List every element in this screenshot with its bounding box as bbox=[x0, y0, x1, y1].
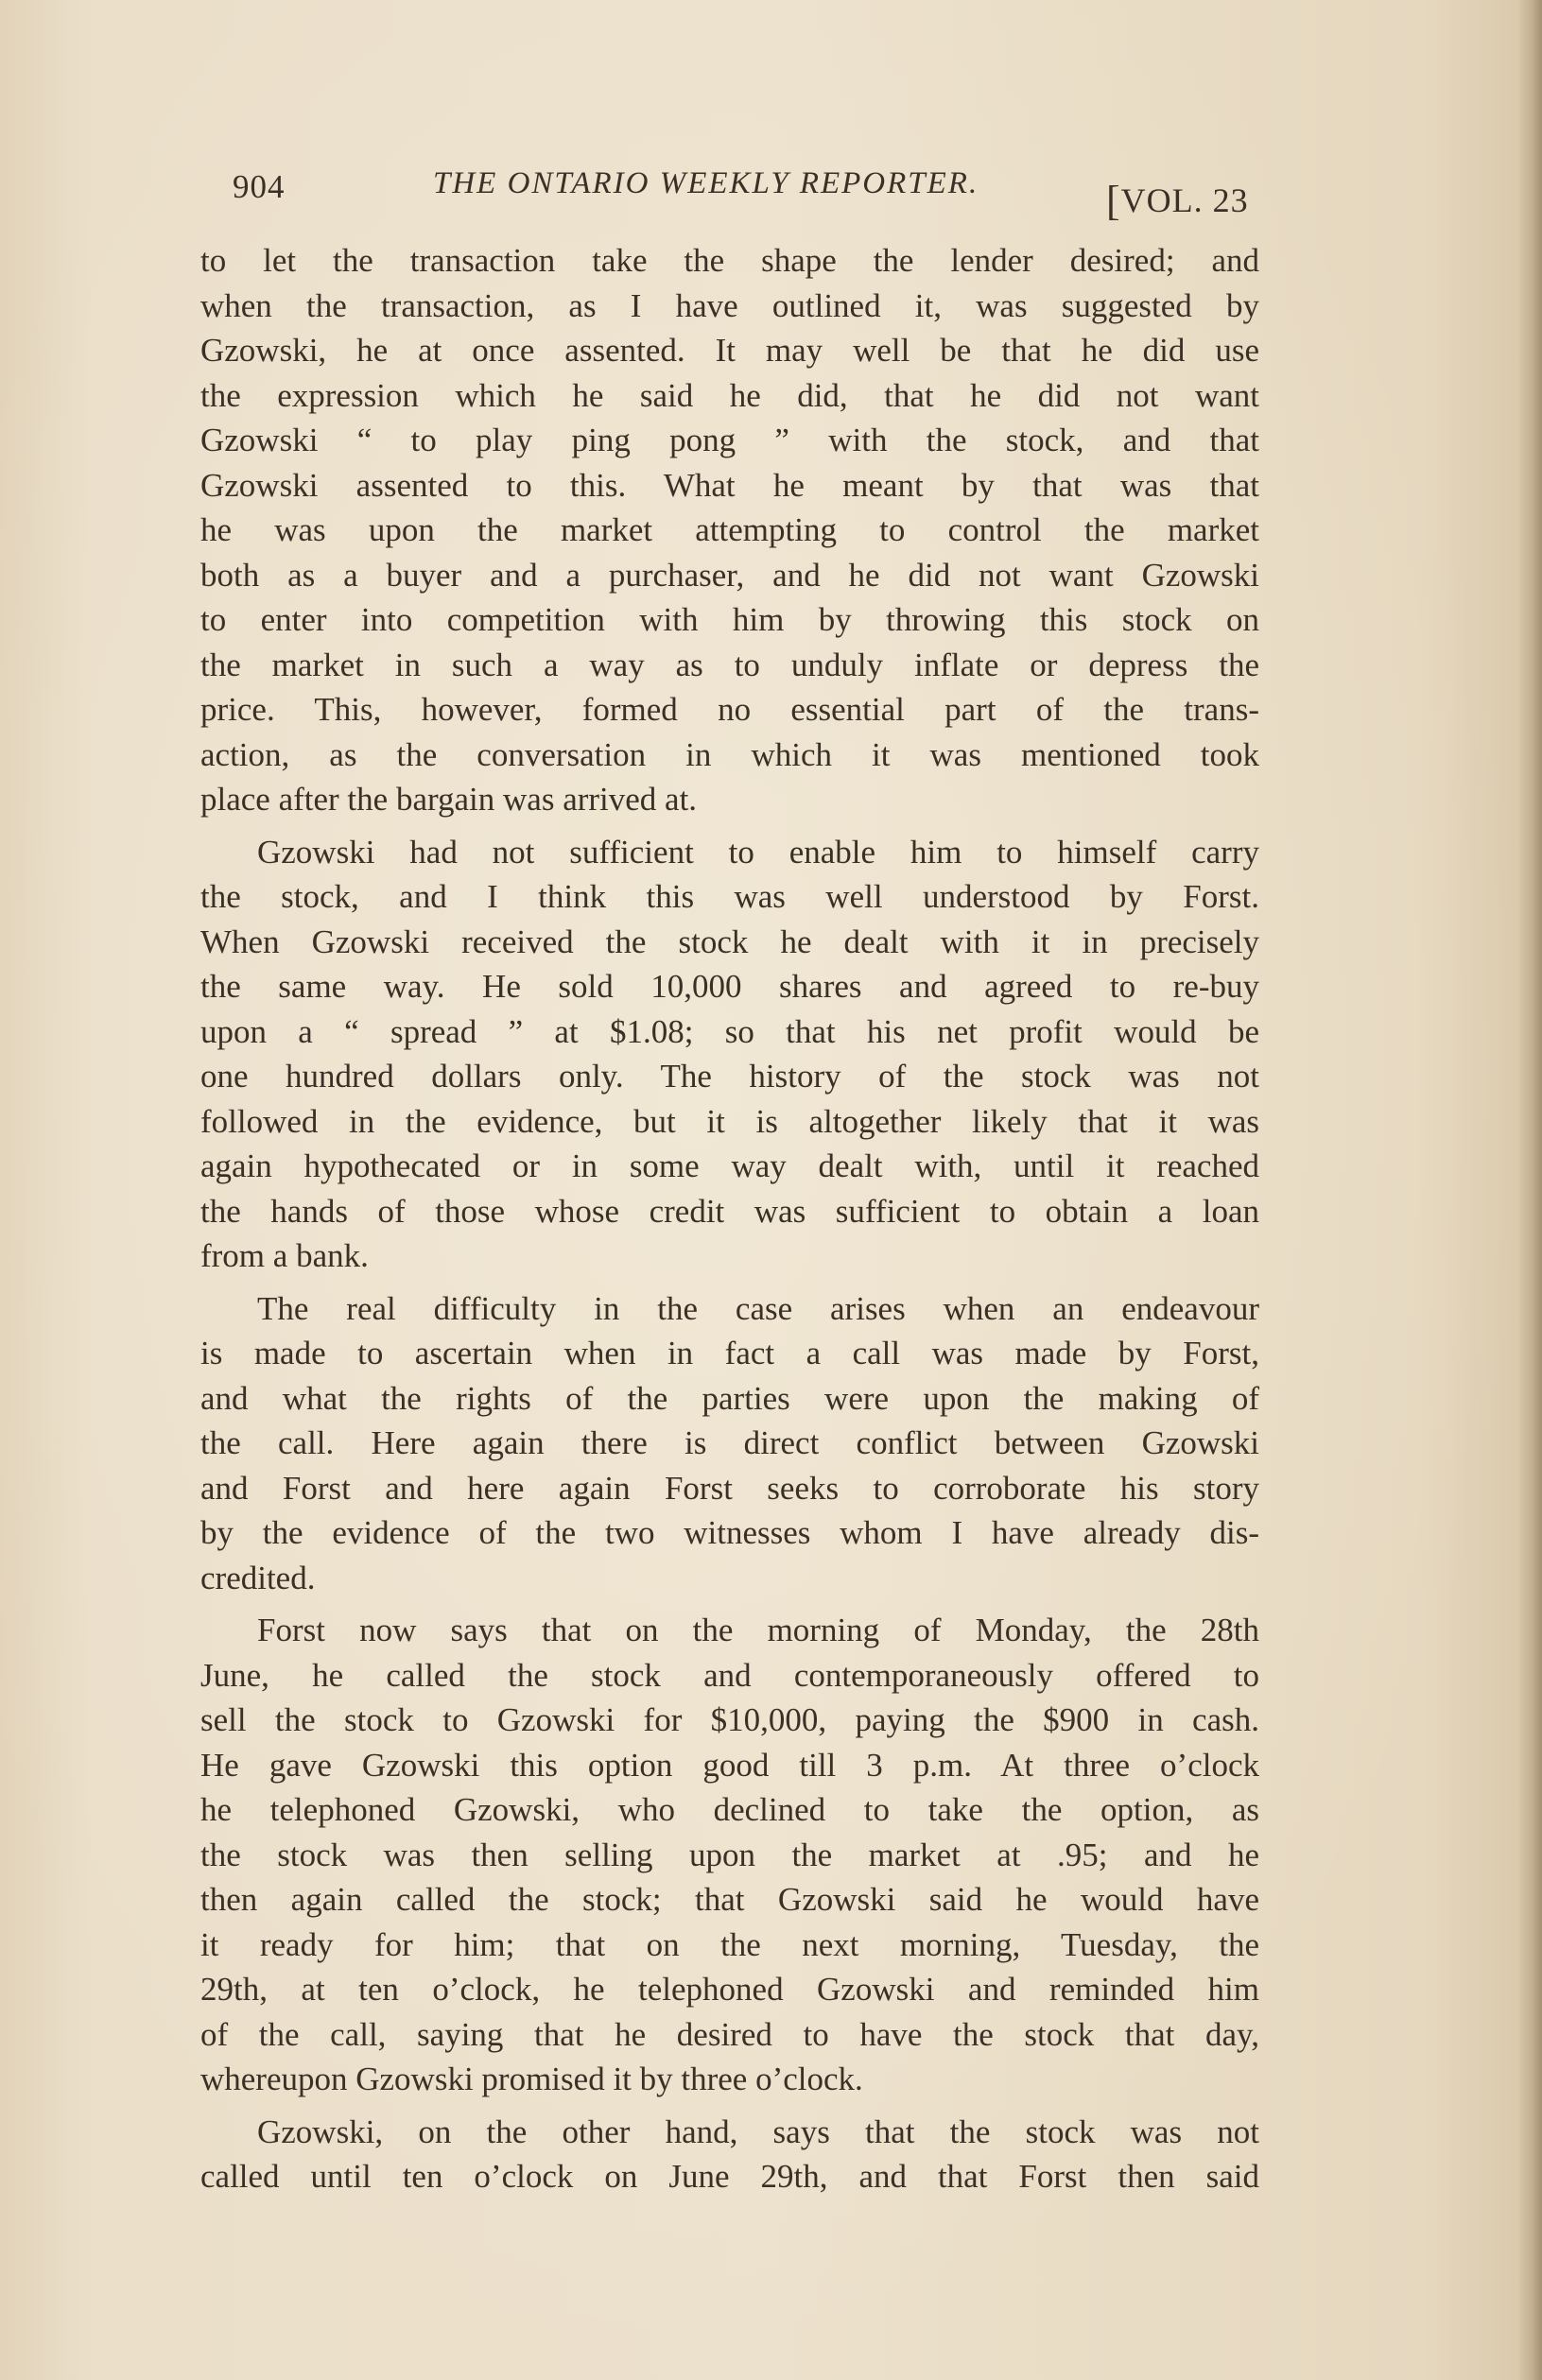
text-line: the call. Here again there is direct conflict between Gzowski bbox=[200, 1424, 1259, 1461]
text-line: and what the rights of the parties were upon the making of bbox=[200, 1379, 1259, 1417]
paragraph bbox=[200, 830, 1259, 1279]
page-edge-shadow bbox=[1517, 0, 1542, 2380]
text-line: to let the transaction take the shape the lender desired; and bbox=[200, 242, 1259, 279]
text-line: from a bank. bbox=[200, 1237, 369, 1274]
text-line: the stock, and I think this was well understood by Forst. bbox=[200, 878, 1259, 915]
text-line: Gzowski had not sufficient to enable him to himself carry bbox=[257, 833, 1259, 871]
text-line: both as a buyer and a purchaser, and he did not want Gzowski bbox=[200, 556, 1259, 594]
text-line: and Forst and here again Forst seeks to corroborate his story bbox=[200, 1469, 1259, 1507]
paragraph bbox=[200, 238, 1259, 822]
volume-bracket: [ bbox=[1106, 178, 1121, 224]
text-line: Gzowski assented to this. What he meant by that was that bbox=[200, 466, 1259, 504]
text-line: he telephoned Gzowski, who declined to take the option, as bbox=[200, 1791, 1259, 1828]
text-line: price. This, however, formed no essential part of the trans- bbox=[200, 691, 1259, 728]
text-line: he was upon the market attempting to control the market bbox=[200, 511, 1259, 548]
paragraph bbox=[200, 2110, 1259, 2199]
text-line: again hypothecated or in some way dealt with, until it reached bbox=[200, 1147, 1259, 1184]
text-line: followed in the evidence, but it is altogether likely that it was bbox=[200, 1102, 1259, 1140]
text-line: the expression which he said he did, that he did not want bbox=[200, 376, 1259, 414]
text-line: to enter into competition with him by throwing this stock on bbox=[200, 601, 1259, 638]
text-line: then again called the stock; that Gzowski said he would have bbox=[200, 1881, 1259, 1918]
text-line: Gzowski, on the other hand, says that the stock was not bbox=[257, 2113, 1259, 2150]
volume-text: VOL. 23 bbox=[1120, 181, 1249, 219]
volume-label bbox=[1106, 174, 1249, 222]
page-number: 904 bbox=[233, 168, 286, 205]
text-line: When Gzowski received the stock he dealt with it in precisely bbox=[200, 923, 1259, 960]
text-line: the same way. He sold 10,000 shares and agreed to re-buy bbox=[200, 968, 1259, 1005]
text-line: the market in such a way as to unduly inflate or depress the bbox=[200, 646, 1259, 683]
text-line: 29th, at ten o’clock, he telephoned Gzowski and reminded him bbox=[200, 1971, 1259, 2008]
running-header bbox=[233, 161, 1263, 224]
text-line: credited. bbox=[200, 1559, 316, 1596]
text-line: He gave Gzowski this option good till 3 p.m. At three o’clock bbox=[200, 1746, 1259, 1784]
text-line: when the transaction, as I have outlined it, was suggested by bbox=[200, 286, 1259, 324]
text-line: action, as the conversation in which it was mentioned took bbox=[200, 735, 1259, 773]
running-title: THE ONTARIO WEEKLY REPORTER. bbox=[433, 166, 979, 200]
text-line: called until ten o’clock on June 29th, and that Forst then said bbox=[200, 2158, 1259, 2195]
text-line: one hundred dollars only. The history of the stock was not bbox=[200, 1058, 1259, 1095]
body-text bbox=[200, 238, 1259, 2207]
text-line: place after the bargain was arrived at. bbox=[200, 781, 698, 818]
text-line: the stock was then selling upon the market at .95; and he bbox=[200, 1836, 1259, 1873]
text-line: by the evidence of the two witnesses whom I have already dis- bbox=[200, 1514, 1259, 1551]
text-line: upon a “ spread ” at $1.08; so that his net profit would be bbox=[200, 1012, 1259, 1050]
text-line: the hands of those whose credit was sufficient to obtain a loan bbox=[200, 1192, 1259, 1230]
text-line: The real difficulty in the case arises when an endeavour bbox=[257, 1289, 1259, 1327]
text-line: June, he called the stock and contemporaneously offered to bbox=[200, 1656, 1259, 1694]
text-line: it ready for him; that on the next morning, Tuesday, the bbox=[200, 1925, 1259, 1963]
text-line: whereupon Gzowski promised it by three o’clock. bbox=[200, 2061, 863, 2097]
paragraph bbox=[200, 1608, 1259, 2102]
paragraph bbox=[200, 1286, 1259, 1601]
text-line: sell the stock to Gzowski for $10,000, paying the $900 in cash. bbox=[200, 1701, 1259, 1738]
text-line: Gzowski “ to play ping pong ” with the stock, and that bbox=[200, 422, 1259, 458]
text-line: of the call, saying that he desired to have the stock that day, bbox=[200, 2015, 1259, 2053]
text-line: is made to ascertain when in fact a call was made by Forst, bbox=[200, 1335, 1259, 1371]
text-line: Forst now says that on the morning of Monday, the 28th bbox=[257, 1612, 1259, 1648]
text-line: Gzowski, he at once assented. It may well be that he did use bbox=[200, 332, 1259, 369]
